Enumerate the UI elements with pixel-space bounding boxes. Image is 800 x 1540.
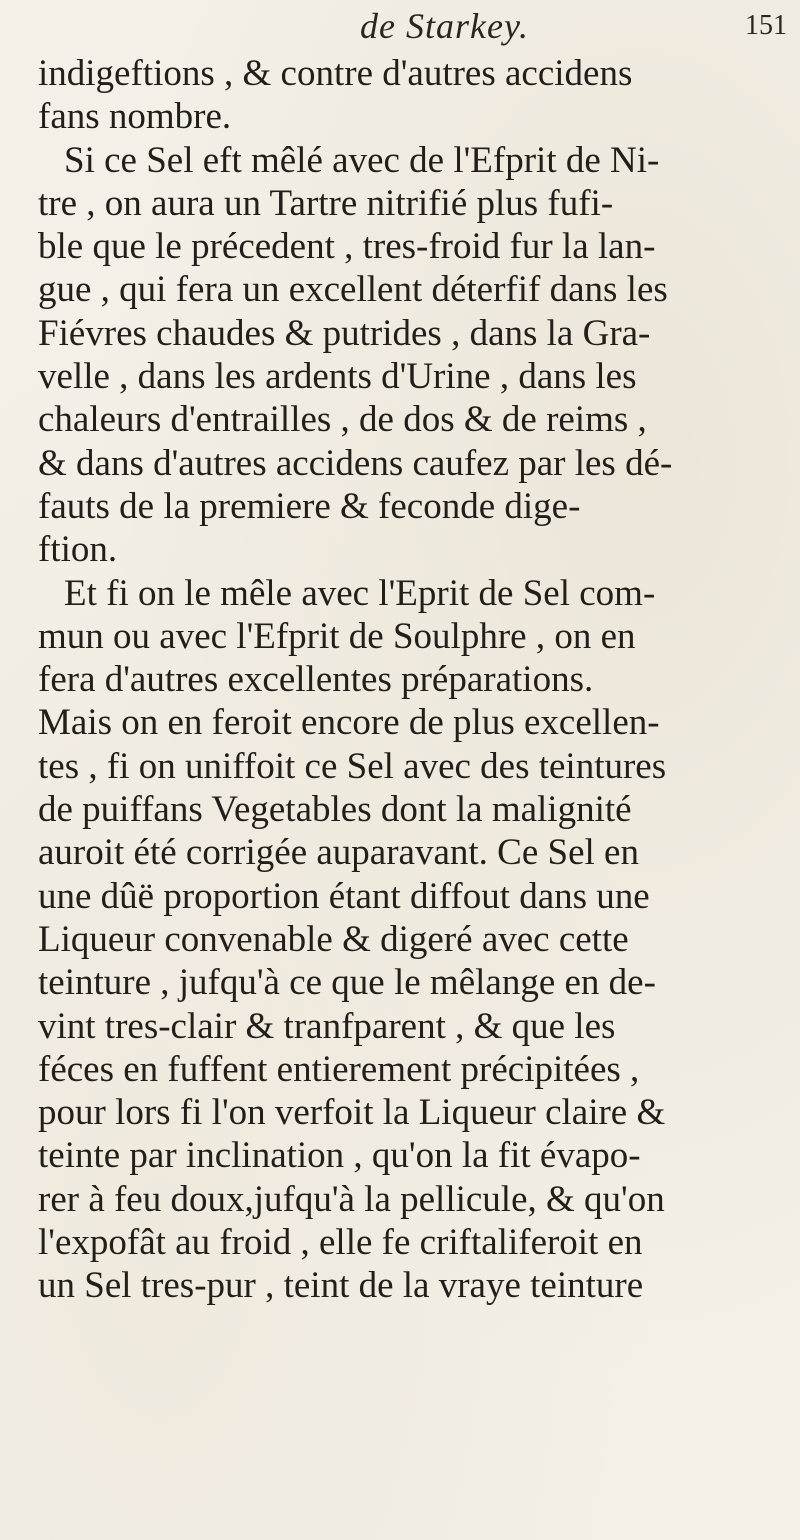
text-line: tre , on aura un Tartre nitrifié plus fufi-: [38, 182, 614, 224]
text-line: de puiffans Vegetables dont la malignité: [38, 789, 632, 831]
text-line: féces en fuffent entierement précipitées ,: [38, 1048, 640, 1090]
text-line: fans nombre.: [38, 96, 232, 138]
text-line: Liqueur convenable & digeré avec cette: [38, 918, 629, 960]
text-line: rer à feu doux,jufqu'à la pellicule, & qu'on: [38, 1178, 665, 1220]
text-line: teinte par inclination , qu'on la fit évapo-: [38, 1135, 641, 1177]
text-line: fauts de la premiere & feconde dige-: [38, 485, 581, 527]
text-line: mun ou avec l'Efprit de Soulphre , on en: [38, 615, 636, 657]
text-line: auroit été corrigée auparavant. Ce Sel en: [38, 832, 639, 874]
text-line: ftion.: [38, 529, 118, 571]
text-line: une dûë proportion étant diffout dans une: [38, 875, 650, 917]
text-line: un Sel tres-pur , teint de la vraye teinture: [38, 1265, 644, 1307]
text-line: l'expofât au froid , elle fe criftaliferoit en: [38, 1222, 643, 1264]
text-line: gue , qui fera un excellent déterfif dans les: [38, 269, 668, 311]
text-line: chaleurs d'entrailles , de dos & de reims ,: [38, 399, 647, 441]
body-text: [38, 52, 788, 1308]
text-line: ble que le précedent , tres-froid fur la lan-: [38, 226, 656, 268]
page-header: [0, 4, 800, 48]
text-line: Fiévres chaudes & putrides , dans la Gra-: [38, 312, 651, 354]
text-line: Mais on en feroit encore de plus excellen-: [38, 702, 660, 744]
text-line: indigeftions , & contre d'autres accidens: [38, 53, 633, 94]
text-line: Et fi on le mêle avec l'Eprit de Sel com-: [64, 572, 656, 614]
text-line: Si ce Sel eft mêlé avec de l'Efprit de Ni-: [64, 139, 660, 181]
text-line: tes , fi on uniffoit ce Sel avec des teintures: [38, 745, 667, 787]
page-number: 151: [745, 10, 787, 41]
text-line: teinture , jufqu'à ce que le mêlange en de-: [38, 962, 656, 1004]
text-line: velle , dans les ardents d'Urine , dans les: [38, 356, 637, 398]
text-line: & dans d'autres accidens caufez par les dé-: [38, 442, 673, 484]
text-line: vint tres-clair & tranfparent , & que les: [38, 1005, 616, 1047]
running-head: de Starkey.: [360, 6, 529, 46]
text-line: fera d'autres excellentes préparations.: [38, 659, 594, 701]
text-line: pour lors fi l'on verfoit la Liqueur claire &: [38, 1092, 666, 1134]
